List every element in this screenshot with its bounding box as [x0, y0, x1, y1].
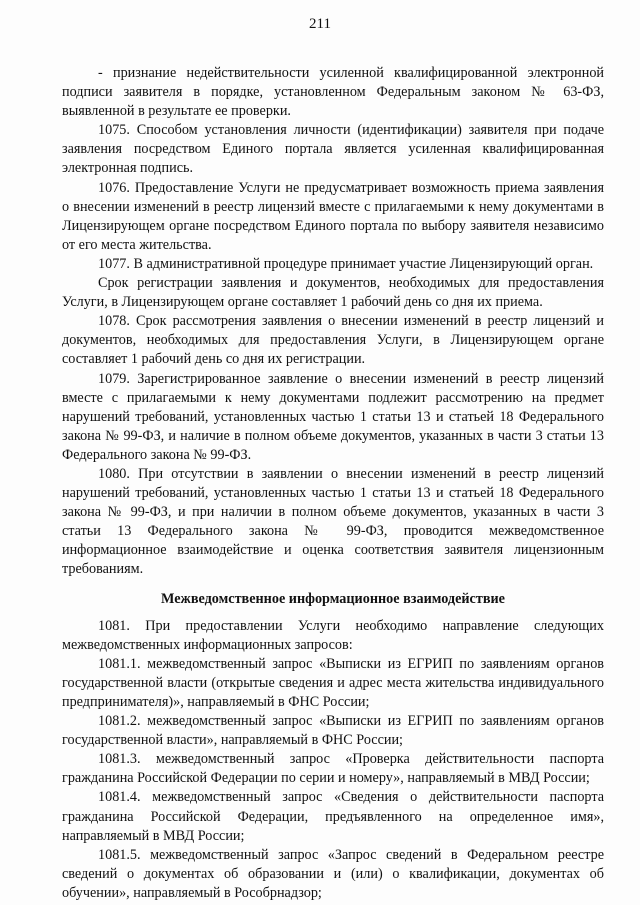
paragraph-1078: 1078. Срок рассмотрения заявления о внесении изменений в реестр лицензий и документов, необходимых для предоставления Услуги, в Лицензирующем органе составляет 1 рабочий день со дня их регистрации. — [62, 313, 604, 368]
paragraph-1080: 1080. При отсутствии в заявлении о внесении изменений в реестр лицензий нарушений требований, установленных частью 1 статьи 13 и статьей 18 Федерального закона № 99-ФЗ, и при наличии в полном объеме документов, указанных в части 3 статьи 13 Федерального закона № 99-ФЗ, проводится межведомственное информационное взаимодействие и оценка соответствия заявителя лицензионным требованиям. — [62, 465, 604, 578]
paragraph-1081-2: 1081.2. межведомственный запрос «Выписки из ЕГРИП по заявлениям органов государственной власти», направляемый в ФНС России; — [62, 713, 604, 749]
paragraph-1081-5: 1081.5. межведомственный запрос «Запрос сведений в Федеральном реестре сведений о документах об образовании и (или) о квалификации, документах об обучении», направляемый в Рособрнадзор; — [62, 846, 604, 901]
paragraph-1079: 1079. Зарегистрированное заявление о внесении изменений в реестр лицензий вместе с прилагаемыми к нему документами подлежит рассмотрению на предмет нарушений требований, установленных частью 1 статьи 13 и статьей 18 Федерального закона № 99-ФЗ, и наличие в полном объеме документов, указанных в части 3 статьи 13 Федерального закона № 99-ФЗ. — [62, 370, 604, 463]
paragraph-1081-4: 1081.4. межведомственный запрос «Сведения о действительности паспорта гражданина Российской Федерации, предъявленного на определенное имя», направляемый в МВД России; — [62, 789, 604, 844]
paragraph-1081-3: 1081.3. межведомственный запрос «Проверка действительности паспорта гражданина Российской Федерации по серии и номеру», направляемый в МВД России; — [62, 751, 604, 787]
document-body — [62, 64, 604, 903]
paragraph-signature-invalid: - признание недействительности усиленной квалифицированной электронной подписи заявителя в порядке, установленном Федеральным законом № 63-ФЗ, выявленной в результате ее проверки. — [62, 65, 604, 120]
page-number: 211 — [309, 16, 331, 32]
paragraph-registration-term: Срок регистрации заявления и документов, необходимых для предоставления Услуги, в Лицензирующем органе составляет 1 рабочий день со дня их приема. — [62, 275, 604, 311]
paragraph-1077: 1077. В административной процедуре принимает участие Лицензирующий орган. — [98, 255, 594, 272]
paragraph-1075: 1075. Способом установления личности (идентификации) заявителя при подаче заявления посредством Единого портала является усиленная квалифицированная электронная подпись. — [62, 122, 604, 177]
paragraph-1081: 1081. При предоставлении Услуги необходимо направление следующих межведомственных информационных запросов: — [62, 617, 604, 653]
paragraph-1081-1: 1081.1. межведомственный запрос «Выписки из ЕГРИП по заявлениям органов государственной власти (открытые сведения и адрес места жительства индивидуального предпринимателя)», направляемый в ФНС России; — [62, 655, 604, 710]
section-heading: Межведомственное информационное взаимодействие — [161, 590, 505, 607]
paragraph-1076: 1076. Предоставление Услуги не предусматривает возможность приема заявления о внесении изменений в реестр лицензий вместе с прилагаемыми к нему документами в Лицензирующем органе посредством Единого портала по выбору заявителя независимо от его места жительства. — [62, 179, 604, 253]
